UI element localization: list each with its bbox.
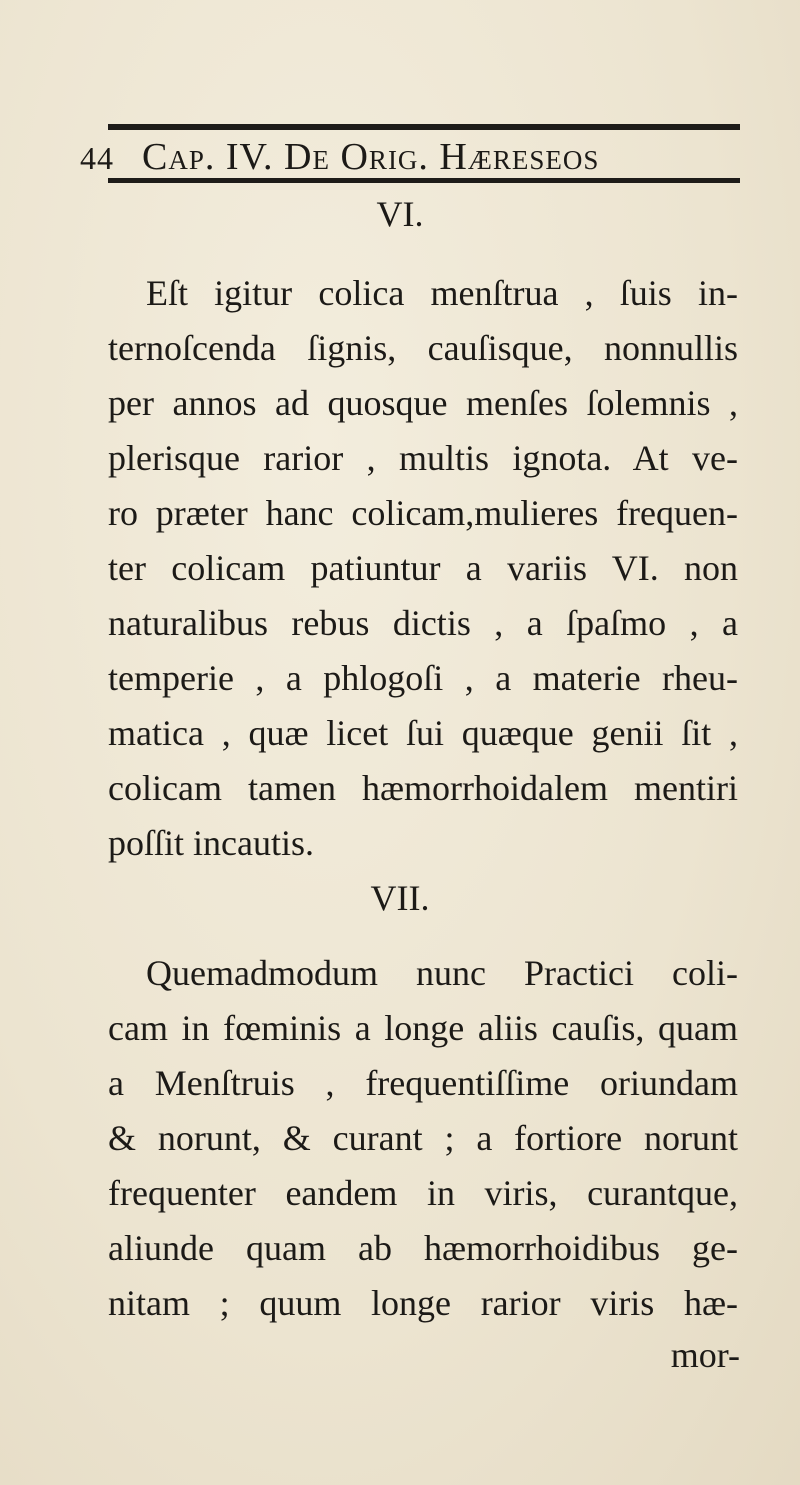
text-line: poſſit incautis. bbox=[108, 823, 314, 863]
text-line: frequenter eandem in viris, curantque, bbox=[108, 1173, 738, 1213]
text-line: aliunde quam ab hæmorrhoidibus ge- bbox=[108, 1228, 738, 1268]
text-line: nitam ; quum longe rarior viris hæ- bbox=[108, 1283, 738, 1323]
page-number: 44 bbox=[80, 140, 114, 176]
text-line: cam in fœminis a longe aliis cauſis, quam bbox=[108, 1008, 738, 1048]
catchword: mor- bbox=[670, 1335, 740, 1375]
text-line: ter colicam patiuntur a variis VI. non bbox=[108, 548, 738, 588]
header-rule-bottom bbox=[108, 178, 740, 183]
text-line: Eſt igitur colica menſtrua , ſuis in- bbox=[146, 273, 738, 313]
section-heading-vi: VI. bbox=[376, 194, 424, 234]
text-line: naturalibus rebus dictis , a ſpaſmo , a bbox=[108, 603, 738, 643]
text-line: matica , quæ licet ſui quæque genii ſit , bbox=[108, 713, 738, 753]
text-line: plerisque rarior , multis ignota. At ve- bbox=[108, 438, 738, 478]
running-head bbox=[80, 136, 740, 178]
running-title: Cap. IV. De Orig. Hæreseos bbox=[142, 136, 600, 178]
text-line: Quemadmodum nunc Practici coli- bbox=[146, 953, 738, 993]
text-line: temperie , a phlogoſi , a materie rheu- bbox=[108, 658, 738, 698]
text-line: & norunt, & curant ; a fortiore norunt bbox=[108, 1118, 738, 1158]
text-line: a Menſtruis , frequentiſſime oriundam bbox=[108, 1063, 738, 1103]
text-line: ternoſcenda ſignis, cauſisque, nonnullis bbox=[108, 328, 738, 368]
text-line: ro præter hanc colicam,mulieres frequen- bbox=[108, 493, 738, 533]
section-heading-vii: VII. bbox=[370, 878, 430, 918]
header-rule-top bbox=[108, 124, 740, 130]
text-line: colicam tamen hæmorrhoidalem mentiri bbox=[108, 768, 738, 808]
text-line: per annos ad quosque menſes ſolemnis , bbox=[108, 383, 738, 423]
